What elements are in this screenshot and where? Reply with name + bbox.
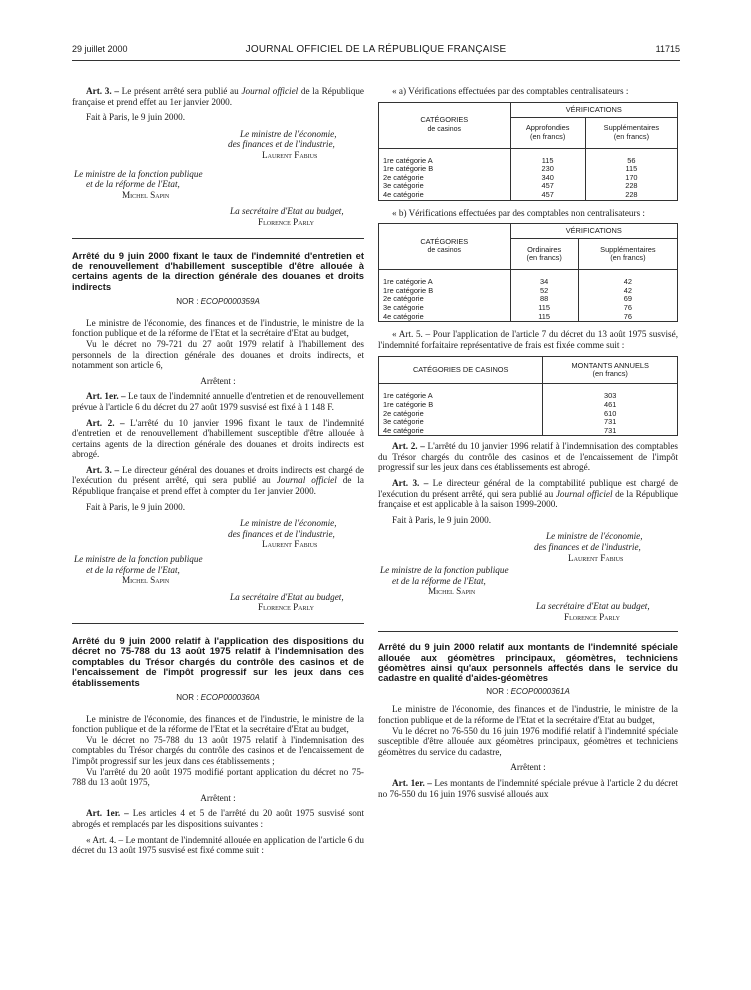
table-c-cat-header: CATÉGORIES DE CASINOS <box>379 357 543 384</box>
value-cell: 228 <box>585 191 677 200</box>
table-b-cat-header: CATÉGORIES de casinos <box>379 224 511 270</box>
article-1er-d: Art. 1er. – Les montants de l'indemnité spéciale prévue à l'article 2 du décret no 76-550 du 16 juin 1976 susvisé alloués aux <box>378 777 678 799</box>
arretent-2: Arrêtent : <box>200 792 236 803</box>
table-a-group-header: VÉRIFICATIONS <box>510 102 677 117</box>
intro-b: « b) Vérifications effectuées par des comptables non centralisateurs : <box>392 207 645 218</box>
value-cell: 303 <box>543 384 678 401</box>
page-header <box>72 44 680 58</box>
header-journal-title: JOURNAL OFFICIEL DE LA RÉPUBLIQUE FRANÇAISE <box>245 44 507 55</box>
signatures-1: Le ministre de l'économie, des finances et de l'industrie, Laurent Fabius Le ministre de la fonction publique et de la réforme de l'Etat, Michel Sapin La secrétaire d'Etat au budget, Florence Parly <box>74 128 344 227</box>
preamble-3: Le ministre de l'économie, des finances et de l'industrie, le ministre de la fonction publique et de la réforme de l'Etat et la secrétaire d'Etat au budget, <box>378 704 678 725</box>
table-montants-annuels <box>378 356 678 436</box>
value-cell: 731 <box>543 418 678 427</box>
value-cell: 34 <box>510 270 578 287</box>
category-cell: 2e catégorie <box>379 174 511 183</box>
value-cell: 731 <box>543 427 678 436</box>
category-cell: 1re catégorie A <box>379 270 511 287</box>
article-4: « Art. 4. – Le montant de l'indemnité allouée en application de l'article 6 du décret du 13 août 1975 susvisé est fixé comme suit : <box>72 834 364 856</box>
value-cell: 52 <box>510 287 578 296</box>
value-cell: 88 <box>510 295 578 304</box>
category-cell: 4e catégorie <box>379 427 543 436</box>
value-cell: 457 <box>510 191 585 200</box>
category-cell: 1re catégorie A <box>379 148 511 165</box>
table-b-group-header: VÉRIFICATIONS <box>510 224 677 239</box>
value-cell: 461 <box>543 401 678 410</box>
category-cell: 1re catégorie B <box>379 287 511 296</box>
right-column <box>378 86 678 799</box>
category-cell: 4e catégorie <box>379 313 511 322</box>
value-cell: 76 <box>578 304 677 313</box>
article-3b: Art. 3. – Le directeur général des douanes et droits indirects est chargé de l'exécution du présent arrêté, qui sera publié au Journal officiel de la République française et prend effet à compter du 1er janvier 2000. <box>72 464 365 497</box>
value-cell: 42 <box>578 287 677 296</box>
visa-1: Vu le décret no 79-721 du 27 août 1979 relatif à l'habillement des personnels de la direction générale des douanes et droits indirects, et notamment son article 6, <box>72 338 364 371</box>
nor-reference-1: NOR : ECOP0000359A <box>176 297 260 307</box>
decree-title-1: Arrêté du 9 juin 2000 fixant le taux de l'indemnité d'entretien et de renouvellement d'habillement susceptible d'être allouée à certains agents de la direction générale des douanes et droits indirects <box>72 249 364 292</box>
table-row <box>379 191 678 200</box>
value-cell: 457 <box>510 182 585 191</box>
table-row <box>379 427 678 436</box>
category-cell: 3e catégorie <box>379 182 511 191</box>
signatures-2: Le ministre de l'économie, des finances et de l'industrie, Laurent Fabius Le ministre de la fonction publique et de la réforme de l'Etat, Michel Sapin La secrétaire d'Etat au budget, Florence Parly <box>74 518 344 613</box>
table-row <box>379 313 678 322</box>
intro-a: « a) Vérifications effectuées par des comptables centralisateurs : <box>392 86 629 96</box>
decree-title-3: Arrêté du 9 juin 2000 relatif aux montants de l'indemnité spéciale allouée aux géomètres principaux, géomètres, techniciens géomètres ainsi qu'aux personnels affectés dans le service du cadastre en qualité d'aides-géomètres <box>378 641 678 684</box>
nor-reference-3: NOR : ECOP0000361A <box>486 686 570 696</box>
table-row <box>379 270 678 287</box>
fait-a-paris-2: Fait à Paris, le 9 juin 2000. <box>86 501 186 512</box>
category-cell: 1re catégorie A <box>379 384 543 401</box>
table-b-col1: Ordinaires (en francs) <box>510 239 578 270</box>
nor-reference-2: NOR : ECOP0000360A <box>176 693 260 703</box>
value-cell: 69 <box>578 295 677 304</box>
header-rule <box>72 60 680 61</box>
category-cell: 4e catégorie <box>379 191 511 200</box>
arretent-3: Arrêtent : <box>510 762 546 773</box>
table-a-col2: Supplémentaires (en francs) <box>585 117 677 148</box>
article-2: Art. 2. – L'arrêté du 10 janvier 1996 fixant le taux de l'indemnité d'entretien et de renouvellement d'habillement susceptible d'être allouée à certains agents de la direction générale des douanes et droits indirects est abrogé. <box>72 417 364 460</box>
category-cell: 2e catégorie <box>379 410 543 419</box>
section-divider-3 <box>378 631 678 632</box>
article-2-c: Art. 2. – L'arrêté du 10 janvier 1996 relatif à l'indemnisation des comptables du Trésor chargés du contrôle des casinos et de l'encaissement de l'impôt progressif sur les jeux dans ces établissements est abrogé. <box>378 441 678 473</box>
table-a-cat-header: CATÉGORIES de casinos <box>379 102 511 148</box>
table-verifications-centralisateurs <box>378 102 678 201</box>
visa-2b: Vu l'arrêté du 20 août 1975 modifié portant application du décret no 75-788 du 13 août 1975, <box>72 766 364 788</box>
fait-a-paris-3: Fait à Paris, le 9 juin 2000. <box>392 514 492 525</box>
article-3: Art. 3. – Le présent arrêté sera publié au Journal officiel de la République française et prend effet au 1er janvier 2000. <box>72 86 364 107</box>
table-row <box>379 384 678 401</box>
category-cell: 1re catégorie B <box>379 401 543 410</box>
decree-title-2: Arrêté du 9 juin 2000 relatif à l'application des dispositions du décret no 75-788 du 13 août 1975 relatif à l'indemnisation des comptables du Trésor chargés du contrôle des casinos et de l'encaissement de l'impôt progressif sur les jeux dans ces établissements <box>72 635 364 688</box>
value-cell: 115 <box>510 313 578 322</box>
preamble-2: Le ministre de l'économie, des finances et de l'industrie, le ministre de la fonction publique et de la réforme de l'Etat et la secrétaire d'Etat au budget, <box>72 713 364 735</box>
table-b-col2: Supplémentaires (en francs) <box>578 239 677 270</box>
section-divider <box>72 238 364 239</box>
visa-3: Vu le décret no 76-550 du 16 juin 1976 modifié relatif à l'indemnité spéciale susceptible d'être allouée aux géomètres principaux, géomètres et techniciens géomètres du service du cadastre, <box>378 725 678 757</box>
value-cell: 42 <box>578 270 677 287</box>
value-cell: 610 <box>543 410 678 419</box>
article-1er-b: Art. 1er. – Les articles 4 et 5 de l'arrêté du 20 août 1975 susvisé sont abrogés et remplacés par les dispositions suivantes : <box>72 808 364 829</box>
article-5: « Art. 5. – Pour l'application de l'article 7 du décret du 13 août 1975 susvisé, l'indemnité forfaitaire représentative de frais est fixée comme suit : <box>378 329 678 350</box>
category-cell: 2e catégorie <box>379 295 511 304</box>
arretent-1: Arrêtent : <box>200 375 236 386</box>
category-cell: 3e catégorie <box>379 418 543 427</box>
value-cell: 76 <box>578 313 677 322</box>
fait-a-paris: Fait à Paris, le 9 juin 2000. <box>86 112 186 123</box>
visa-2a: Vu le décret no 75-788 du 13 août 1975 relatif à l'indemnisation des comptables du Trésor chargés du contrôle des casinos et de l'encaissement de l'impôt progressif sur les jeux dans ces établissements ; <box>72 734 364 766</box>
table-a-col1: Approfondies (en francs) <box>510 117 585 148</box>
preamble-1: Le ministre de l'économie, des finances et de l'industrie, le ministre de la fonction publique et de la réforme de l'Etat et la secrétaire d'Etat au budget, <box>72 317 364 339</box>
table-row <box>379 148 678 165</box>
value-cell: 170 <box>585 174 677 183</box>
article-1er: Art. 1er. – Le taux de l'indemnité annuelle d'entretien et de renouvellement prévue à l'article 6 du décret du 27 août 1979 susvisé est fixé à 1 148 F. <box>72 391 364 412</box>
value-cell: 115 <box>510 304 578 313</box>
table-verifications-non-centralisateurs <box>378 223 678 322</box>
left-column <box>72 86 364 856</box>
header-date: 29 juillet 2000 <box>72 44 128 54</box>
table-c-col: MONTANTS ANNUELS (en francs) <box>543 357 678 384</box>
category-cell: 3e catégorie <box>379 304 511 313</box>
value-cell: 56 <box>585 148 677 165</box>
article-3-c: Art. 3. – Le directeur général de la comptabilité publique est chargé de l'exécution du présent arrêté, qui sera publié au Journal officiel de la République française et est applicable à la saison 1999-2000. <box>378 478 678 510</box>
value-cell: 228 <box>585 182 677 191</box>
value-cell: 115 <box>510 148 585 165</box>
value-cell: 115 <box>585 165 677 174</box>
value-cell: 230 <box>510 165 585 174</box>
category-cell: 1re catégorie B <box>379 165 511 174</box>
signatures-3: Le ministre de l'économie, des finances et de l'industrie, Laurent Fabius Le ministre de la fonction publique et de la réforme de l'Etat, Michel Sapin La secrétaire d'Etat au budget, Florence Parly <box>380 531 650 622</box>
value-cell: 340 <box>510 174 585 183</box>
header-page-number: 11715 <box>655 44 680 54</box>
section-divider-2 <box>72 623 364 624</box>
